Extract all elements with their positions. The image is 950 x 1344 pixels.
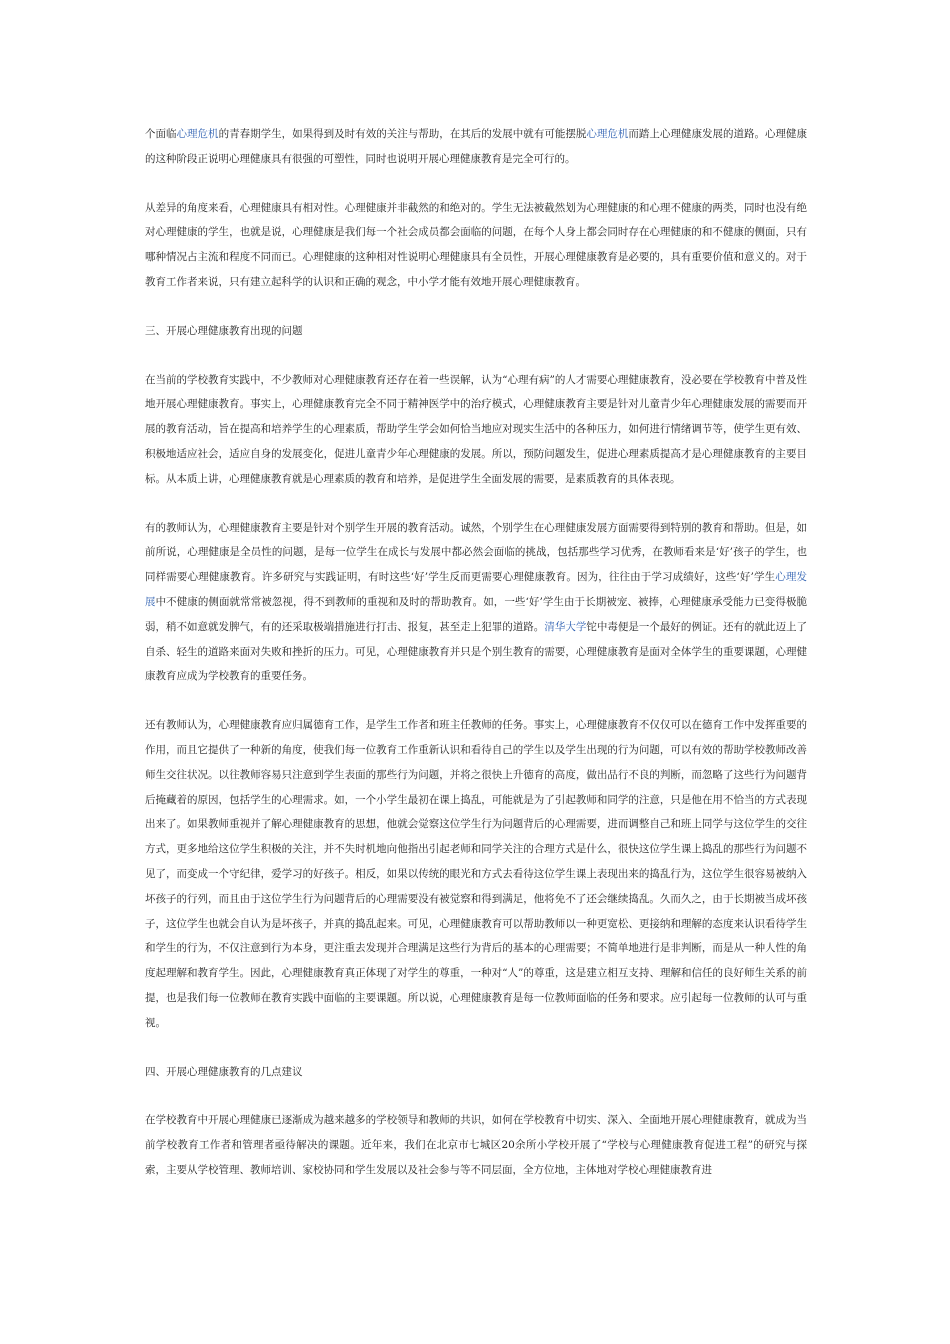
text-span: 有的教师认为，心理健康教育主要是针对个别学生开展的教育活动。诚然，个别学生在心理健康发展方面需要得到特别的教育和帮助。但是，如前所说，心理健康是全员性的问题，是每一位学生在成长与发展中都必然会面临的挑战，包括那些学习优秀，在教师看来是‘好’孩子的学生，也同样需要心理健康教育。许多研究与实践证明，有时这些‘好’学生反而更需要心理健康教育。因为，往往由于学习成绩好，这些‘好’学生 xyxy=(145,521,807,584)
link-psych-development[interactable]: 心理发展 xyxy=(145,571,807,608)
paragraph-suggestions: 在学校教育中开展心理健康已逐渐成为越来越多的学校领导和教师的共识，如何在学校教育中切实、深入、全面地开展心理健康教育，就成为当前学校教育工作者和管理者亟待解决的课题。近年来，我们在北京市七城区20余所小学校开展了“学校与心理健康教育促进工程”的研究与探索，主要从学校管理、教师培训、家校协同和学生发展以及社会参与等不同层面，全方位地，主体地对学校心理健康教育进 xyxy=(145,1114,807,1176)
text-span: 而踏上心理健康发展的道路。心理健康的这种阶段正说明心理健康具有很强的可塑性，同时也说明开展心理健康教育是完全可行的。 xyxy=(145,128,808,165)
paragraph-crisis xyxy=(145,122,807,172)
link-psych-crisis-2[interactable]: 心理危机 xyxy=(586,128,629,140)
paragraph-relativity: 从差异的角度来看，心理健康具有相对性。心理健康并非截然的和绝对的。学生无法被截然划为心理健康的和心理不健康的两类，同时也没有绝对心理健康的学生，也就是说，心理健康是我们每一个社会成员都会面临的问题，在每个人身上都会同时存在心理健康的和不健康的侧面，只有哪种情况占主流和程度不同而已。心理健康的这种相对性说明心理健康具有全员性，开展心理健康教育是必要的，具有重要价值和意义的。对于教育工作者来说，只有建立起科学的认识和正确的观念，中小学才能有效地开展心理健康教育。 xyxy=(145,201,807,288)
link-tsinghua[interactable]: 清华大学 xyxy=(544,620,587,633)
section-heading-4: 四、开展心理健康教育的几点建议 xyxy=(145,1065,303,1078)
paragraph-individual-students xyxy=(145,516,807,690)
text-span: 的青春期学生，如果得到及时有效的关注与帮助，在其后的发展中就有可能摆脱 xyxy=(218,128,587,140)
text-span: 中不健康的侧面就常常被忽视，得不到教师的重视和及时的帮助教育。如，一些‘好’学生由于长期被宠、被捧，心理健康承受能力已变得极脆弱，稍不如意就发脾气，有的还采取极端措施进行打击、报复，甚至走上犯罪的道路。 xyxy=(145,595,807,633)
text-span: 铊中毒便是一个最好的例证。还有的就此迈上了自杀、轻生的道路来面对失败和挫折的压力。可见，心理健康教育并只是个别生教育的需要，心理健康教育是面对全体学生的重要课题，心理健康教育应成为学校教育的重要任务。 xyxy=(145,620,808,683)
text-span: 个面临 xyxy=(145,128,177,140)
document-body xyxy=(145,122,807,1207)
paragraph-misunderstanding: 在当前的学校教育实践中，不少教师对心理健康教育还存在着一些误解，认为“心理有病”的人才需要心理健康教育，没必要在学校教育中普及性地开展心理健康教育。事实上，心理健康教育完全不同于精神医学中的治疗模式，心理健康教育主要是针对儿童青少年心理健康发展的需要而开展的教育活动，旨在提高和培养学生的心理素质，帮助学生学会如何恰当地应对现实生活中的各种压力，如何进行情绪调节等，使学生更有效、积极地适应社会，适应自身的发展变化，促进儿童青少年心理健康的发展。所以，预防问题发生，促进心理素质提高才是心理健康教育的主要目标。从本质上讲，心理健康教育就是心理素质的教育和培养，是促进学生全面发展的需要，是素质教育的具体表现。 xyxy=(145,373,807,485)
link-psych-crisis[interactable]: 心理危机 xyxy=(176,128,219,140)
paragraph-moral-education: 还有教师认为，心理健康教育应归属德育工作，是学生工作者和班主任教师的任务。事实上，心理健康教育不仅仅可以在德育工作中发挥重要的作用，而且它提供了一种新的角度，使我们每一位教育工作重新认识和看待自己的学生以及学生出现的行为问题，可以有效的帮助学校教师改善师生交往状况。以往教师容易只注意到学生表面的那些行为问题，并将之很快上升德育的高度，做出品行不良的判断，而忽略了这些行为问题背后掩藏着的原因，包括学生的心理需求。如，一个小学生最初在课上捣乱，可能就是为了引起教师和同学的注意，只是他在用不恰当的方式表现出来了。如果教师重视并了解心理健康教育的思想，他就会觉察这位学生行为问题背后的心理需要，进而调整自己和班上同学与这位学生的交往方式，更多地给这位学生积极的关注，并不失时机地向他指出引起老师和同学关注的合理方式是什么，很快这位学生课上捣乱的那些行为问题不见了，而变成一个守纪律，爱学习的好孩子。相反，如果以传统的眼光和方式去看待这位学生课上表现出来的捣乱行为，这位学生很容易被纳入坏孩子的行列，而且由于这位学生行为问题背后的心理需要没有被觉察和得到满足，他将免不了还会继续捣乱。久而久之，由于长期被当成坏孩子，这位学生也就会自认为是坏孩子，并真的捣乱起来。可见，心理健康教育可以帮助教师以一种更宽松、更接纳和理解的态度来认识看待学生和学生的行为，不仅注意到行为本身，更注重去发现并合理满足这些行为背后的基本的心理需要；不简单地进行是非判断，而是从一种人性的角度起理解和教育学生。因此，心理健康教育真正体现了对学生的尊重，一种对“人”的尊重，这是建立相互支持、理解和信任的良好师生关系的前提，也是我们每一位教师在教育实践中面临的主要课题。所以说，心理健康教育是每一位教师面临的任务和要求。应引起每一位教师的认可与重视。 xyxy=(145,719,807,1029)
section-heading-3: 三、开展心理健康教育出现的问题 xyxy=(145,324,303,337)
